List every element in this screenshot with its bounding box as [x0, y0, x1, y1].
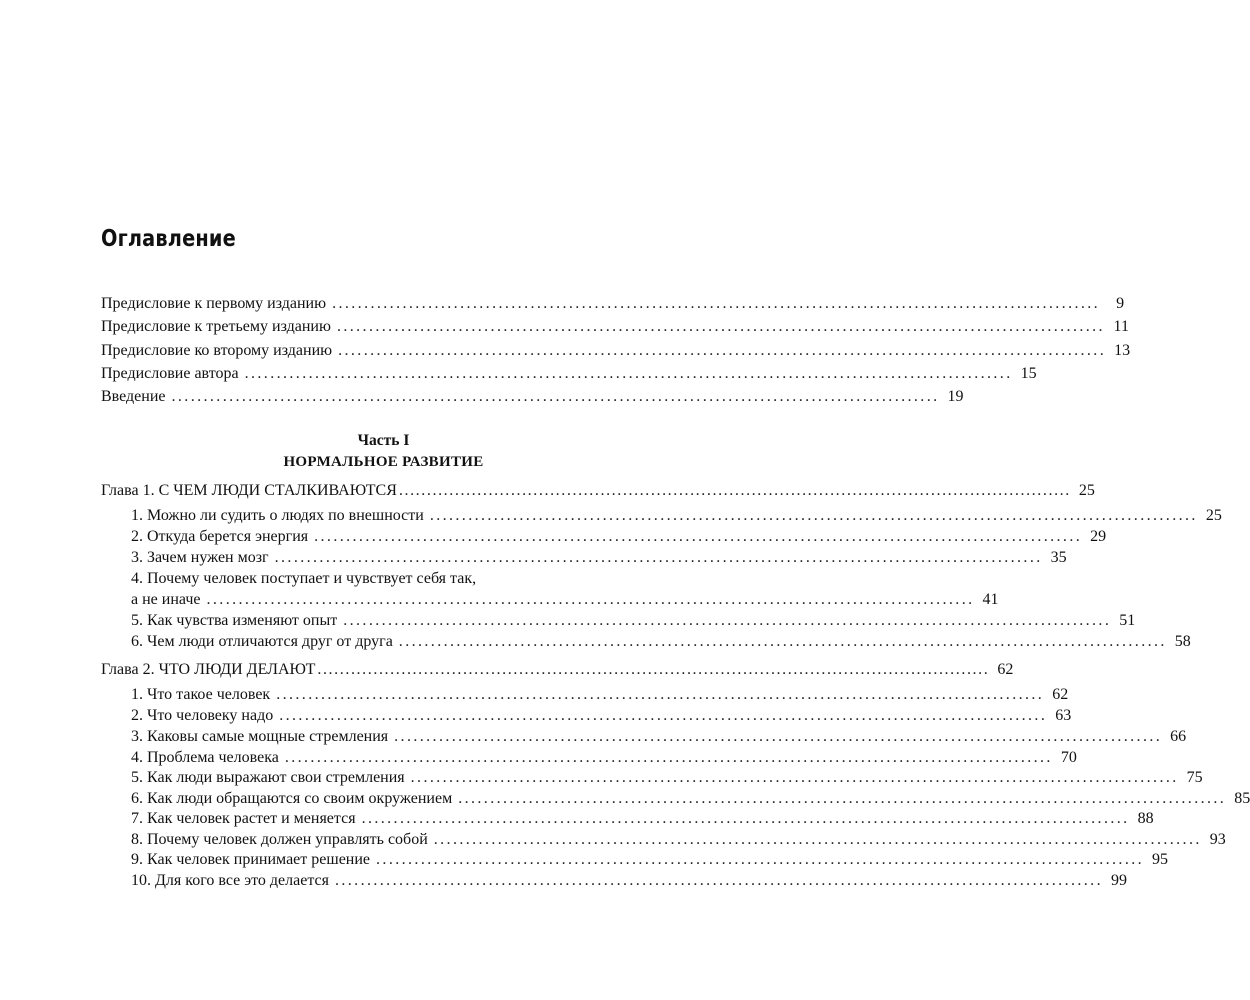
entry-page: 88	[1137, 810, 1154, 827]
toc-entry-chapter-2[interactable]	[101, 660, 1014, 680]
entry-label: 7. Как человек растет и меняется	[131, 810, 356, 827]
entry-label: 3. Зачем нужен мозг	[131, 549, 269, 566]
entry-page: 41	[982, 591, 999, 608]
entry-label: 6. Как люди обращаются со своим окружением	[131, 790, 453, 807]
toc-entry-section[interactable]	[131, 871, 1127, 891]
entry-page: 93	[1209, 831, 1226, 848]
entry-page: 29	[1090, 528, 1107, 545]
toc-entry-section[interactable]	[131, 548, 1067, 568]
leader-dots: ........................................................................................................................	[429, 507, 1198, 524]
entry-page: 62	[1052, 686, 1069, 703]
toc-entry-section[interactable]	[131, 506, 1222, 526]
part-label: Часть I	[357, 432, 410, 449]
leader-dots: ........................................................................................................................	[394, 728, 1163, 745]
toc-entry-section[interactable]	[131, 590, 999, 610]
leader-dots: ........................................................................................................................	[274, 549, 1043, 566]
leader-dots: ........................................................................................................................	[334, 872, 1103, 889]
entry-label: 3. Каковы самые мощные стремления	[131, 728, 389, 745]
toc-entry-section[interactable]	[131, 809, 1154, 829]
entry-label: Предисловие автора	[101, 365, 239, 382]
entry-page: 99	[1110, 872, 1127, 889]
entry-page: 58	[1174, 633, 1191, 650]
toc-entry-preface-2[interactable]	[101, 317, 1129, 337]
entry-page: 66	[1170, 728, 1187, 745]
leader-dots: ........................................................................................................................	[284, 749, 1053, 766]
entry-label: 1. Можно ли судить о людях по внешности	[131, 507, 424, 524]
leader-dots: ........................................................................................................................	[343, 612, 1112, 629]
leader-dots: ........................................................................................................................	[244, 365, 1013, 382]
leader-dots: ........................................................................................................................	[279, 707, 1048, 724]
entry-label: 10. Для кого все это делается	[131, 872, 329, 889]
toc-entry-section[interactable]	[131, 527, 1107, 547]
toc-entry-preface-author[interactable]	[101, 364, 1037, 384]
leader-dots: ........................................................................................................................	[317, 661, 990, 678]
leader-dots: ........................................................................................................................	[376, 851, 1145, 868]
entry-page: 15	[1020, 365, 1037, 382]
entry-label: Предисловие к третьему изданию	[101, 318, 331, 335]
entry-page: 62	[997, 661, 1014, 678]
leader-dots: ........................................................................................................................	[361, 810, 1130, 827]
entry-page: 63	[1055, 707, 1072, 724]
leader-dots: ........................................................................................................................	[332, 295, 1101, 312]
entry-label: 2. Что человеку надо	[131, 707, 274, 724]
toc-entry-section[interactable]	[131, 830, 1226, 850]
entry-page: 70	[1060, 749, 1077, 766]
leader-dots: ........................................................................................................................	[276, 686, 1045, 703]
entry-page: 35	[1050, 549, 1067, 566]
entry-page: 51	[1119, 612, 1136, 629]
toc-entry-section[interactable]	[131, 685, 1069, 705]
leader-dots: ........................................................................................................................	[398, 482, 1071, 499]
entry-page: 25	[1205, 507, 1222, 524]
entry-page: 95	[1152, 851, 1169, 868]
entry-page: 9	[1116, 295, 1125, 312]
toc-entry-section[interactable]	[131, 727, 1187, 747]
leader-dots: ........................................................................................................................	[336, 318, 1105, 335]
toc-entry-section[interactable]	[131, 789, 1250, 809]
toc-entry-section[interactable]	[131, 768, 1203, 788]
toc-entry-preface-1[interactable]	[101, 294, 1125, 314]
toc-entry-chapter-1[interactable]	[101, 481, 1095, 501]
chapter-label: Глава 2. ЧТО ЛЮДИ ДЕЛАЮТ	[101, 661, 316, 678]
toc-entry-introduction[interactable]	[101, 387, 964, 407]
toc-entry-section[interactable]	[131, 611, 1136, 631]
entry-page: 85	[1234, 790, 1250, 807]
entry-page: 25	[1078, 482, 1095, 499]
entry-label: а не иначе	[131, 591, 201, 608]
leader-dots: ........................................................................................................................	[433, 831, 1202, 848]
toc-entry-section[interactable]	[131, 850, 1169, 870]
entry-label: Введение	[101, 388, 166, 405]
toc-entry-preface-3[interactable]	[101, 341, 1131, 361]
entry-page: 11	[1113, 318, 1129, 335]
toc-entry-section[interactable]	[131, 706, 1072, 726]
entry-page: 13	[1114, 342, 1131, 359]
entry-label: 2. Откуда берется энергия	[131, 528, 309, 545]
entry-label: 5. Как чувства изменяют опыт	[131, 612, 338, 629]
entry-label: Предисловие к первому изданию	[101, 295, 327, 312]
entry-label: 5. Как люди выражают свои стремления	[131, 769, 405, 786]
entry-label: 4. Проблема человека	[131, 749, 279, 766]
entry-page: 75	[1186, 769, 1203, 786]
leader-dots: ........................................................................................................................	[458, 790, 1227, 807]
leader-dots: ........................................................................................................................	[171, 388, 940, 405]
toc-entry-section[interactable]	[131, 632, 1191, 652]
entry-label: 1. Что такое человек	[131, 686, 271, 703]
leader-dots: ........................................................................................................................	[314, 528, 1083, 545]
leader-dots: ........................................................................................................................	[410, 769, 1179, 786]
chapter-label: Глава 1. С ЧЕМ ЛЮДИ СТАЛКИВАЮТСЯ	[101, 482, 397, 499]
leader-dots: ........................................................................................................................	[398, 633, 1167, 650]
entry-label: Предисловие ко второму изданию	[101, 342, 333, 359]
entry-label: 9. Как человек принимает решение	[131, 851, 371, 868]
part-title: НОРМАЛЬНОЕ РАЗВИТИЕ	[283, 454, 484, 470]
toc-entry-section[interactable]	[131, 748, 1077, 768]
entry-label: 8. Почему человек должен управлять собой	[131, 831, 428, 848]
toc-entry-section-wrap[interactable]: 4. Почему человек поступает и чувствует себя так,	[131, 570, 477, 587]
entry-page: 19	[947, 388, 964, 405]
toc-title: Оглавление	[101, 226, 236, 252]
entry-label: 6. Чем люди отличаются друг от друга	[131, 633, 393, 650]
leader-dots: ........................................................................................................................	[206, 591, 975, 608]
leader-dots: ........................................................................................................................	[338, 342, 1107, 359]
